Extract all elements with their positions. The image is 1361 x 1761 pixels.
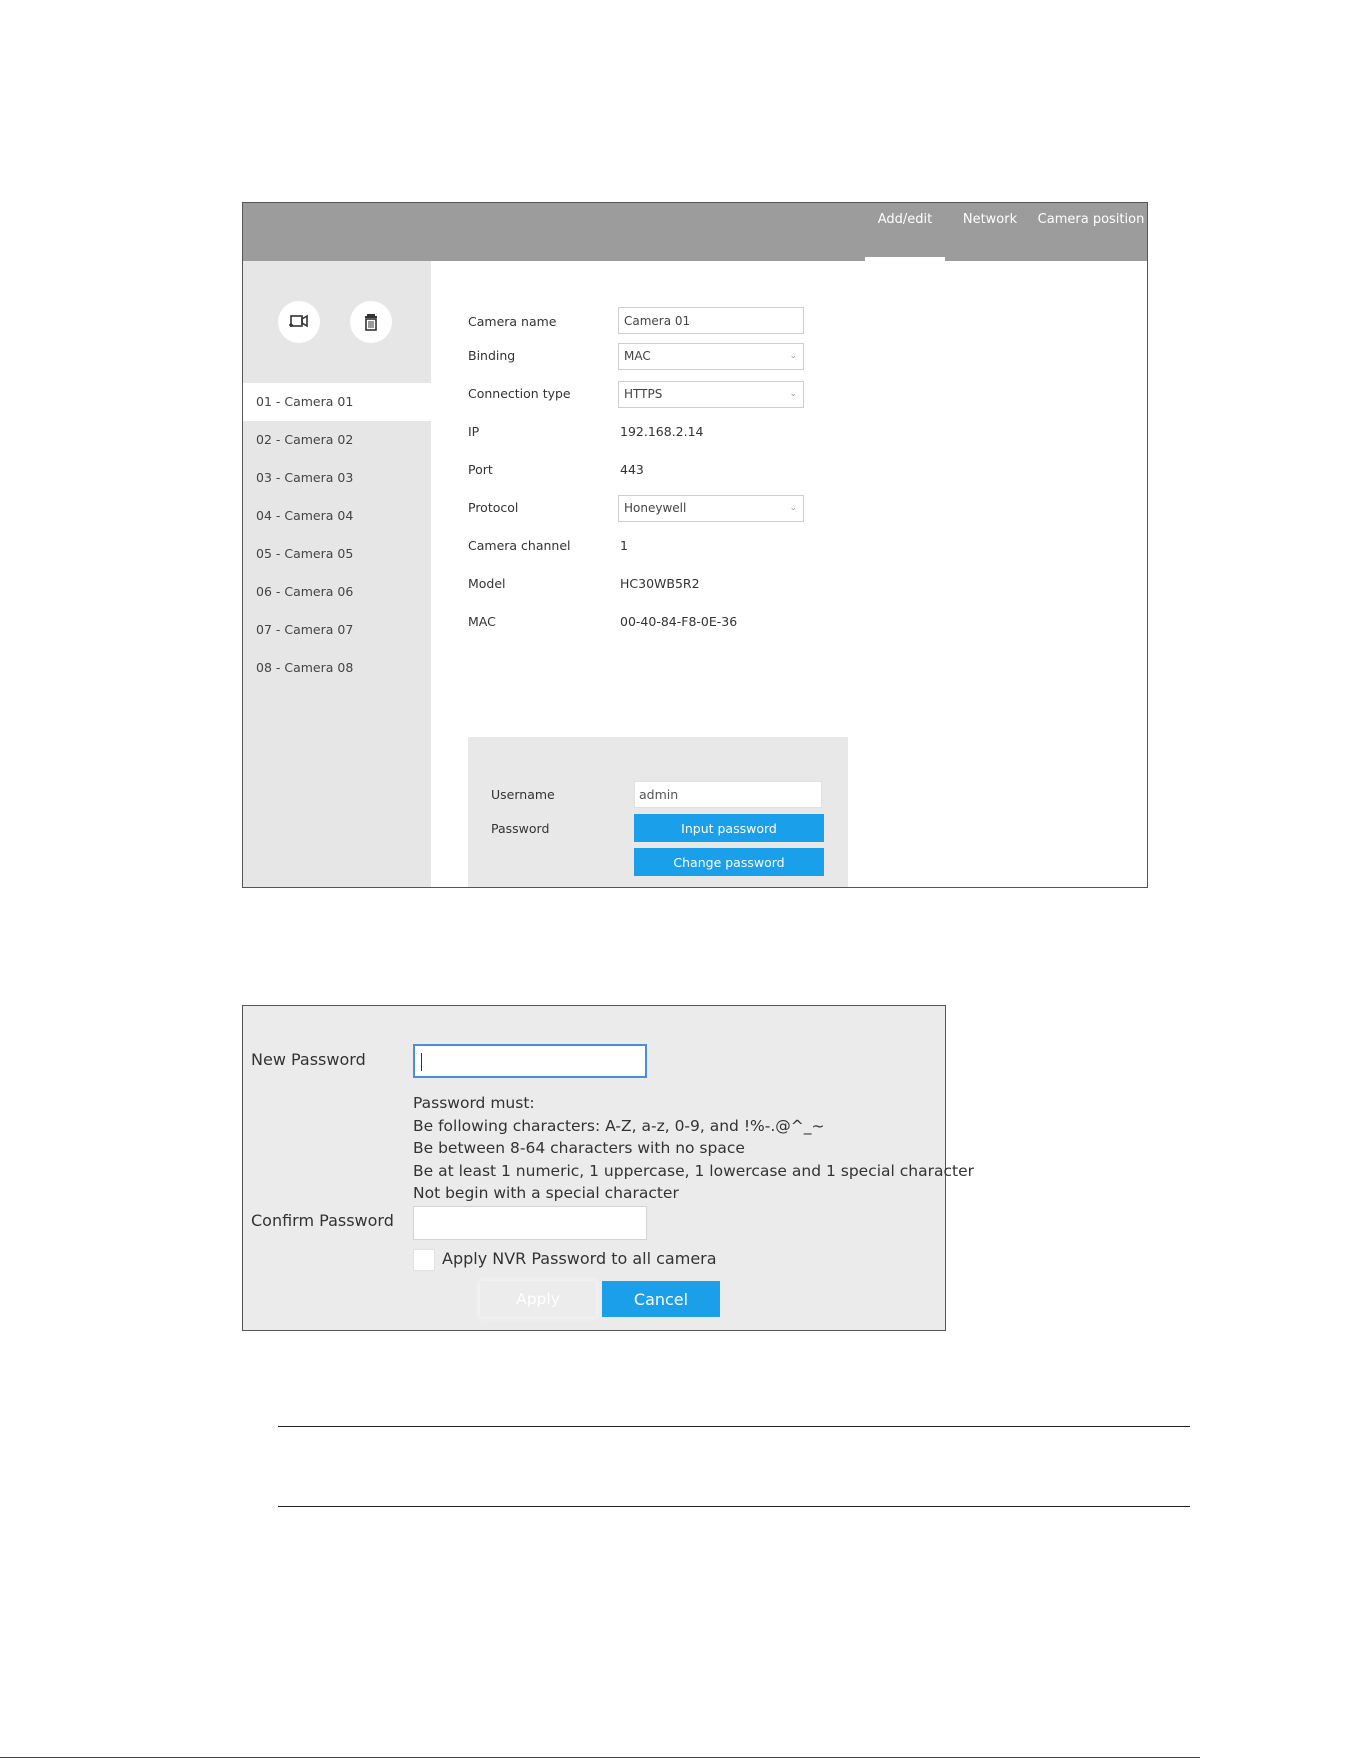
add-camera-icon [288, 313, 310, 331]
page-footer-rule [0, 1757, 1200, 1758]
connection-type-value: HTTPS [624, 387, 663, 401]
sidebar-toolbar [243, 261, 431, 383]
protocol-label: Protocol [468, 500, 519, 515]
apply-button[interactable]: Apply [480, 1281, 596, 1317]
model-value: HC30WB5R2 [620, 576, 700, 591]
change-password-button[interactable]: Change password [634, 848, 824, 876]
note-divider-bottom [278, 1506, 1190, 1507]
camera-list-item[interactable]: 03 - Camera 03 [256, 470, 354, 485]
username-label: Username [491, 787, 555, 802]
new-password-input[interactable] [413, 1044, 647, 1078]
connection-type-select[interactable] [618, 381, 804, 408]
camera-add-edit-screen [242, 202, 1148, 888]
trash-icon [363, 313, 379, 331]
model-label: Model [468, 576, 506, 591]
password-rule: Be at least 1 numeric, 1 uppercase, 1 lowercase and 1 special character [413, 1161, 974, 1180]
camera-channel-value: 1 [620, 538, 628, 553]
input-password-button[interactable]: Input password [634, 814, 824, 842]
apply-all-label: Apply NVR Password to all camera [442, 1249, 717, 1268]
binding-select[interactable] [618, 343, 804, 370]
top-tab-bar [243, 203, 1147, 261]
password-label: Password [491, 821, 550, 836]
mac-value: 00-40-84-F8-0E-36 [620, 614, 738, 629]
chevron-down-icon: ⌄ [789, 389, 797, 399]
note-divider-top [278, 1426, 1190, 1427]
connection-type-label: Connection type [468, 386, 571, 401]
tab-camera-position[interactable]: Camera position [1037, 212, 1145, 227]
protocol-select[interactable] [618, 495, 804, 522]
password-rule: Not begin with a special character [413, 1184, 679, 1202]
camera-list-item[interactable]: 04 - Camera 04 [256, 508, 354, 523]
camera-list-item[interactable]: 02 - Camera 02 [256, 432, 354, 447]
camera-name-input[interactable] [618, 307, 804, 334]
change-password-dialog [242, 1005, 974, 1331]
port-value: 443 [620, 462, 644, 477]
camera-list-item[interactable]: 07 - Camera 07 [256, 622, 354, 637]
password-rule: Password must: [413, 1094, 535, 1112]
confirm-password-label: Confirm Password [251, 1211, 394, 1230]
ip-value: 192.168.2.14 [620, 424, 704, 439]
binding-label: Binding [468, 348, 516, 363]
confirm-password-input[interactable] [413, 1206, 647, 1240]
camera-list-item[interactable]: 08 - Camera 08 [256, 660, 354, 675]
password-rule: Be following characters: A-Z, a-z, 0-9, and !%-.@^_~ [413, 1116, 825, 1135]
camera-sidebar [243, 261, 431, 887]
chevron-down-icon: ⌄ [789, 351, 797, 361]
tab-add-edit[interactable]: Add/edit [865, 203, 945, 261]
camera-settings-panel [431, 261, 1147, 887]
password-rules [413, 1092, 974, 1205]
username-input[interactable] [634, 781, 822, 808]
chevron-down-icon: ⌄ [789, 503, 797, 513]
ip-label: IP [468, 424, 480, 439]
mac-label: MAC [468, 614, 496, 629]
credentials-panel [468, 737, 848, 888]
add-camera-button[interactable] [278, 301, 320, 343]
cancel-button[interactable]: Cancel [602, 1281, 720, 1317]
delete-camera-button[interactable] [350, 301, 392, 343]
tab-network[interactable]: Network [962, 212, 1018, 227]
camera-name-label: Camera name [468, 314, 557, 329]
apply-all-checkbox[interactable] [413, 1249, 435, 1271]
binding-value: MAC [624, 349, 651, 363]
camera-list-item[interactable]: 05 - Camera 05 [256, 546, 354, 561]
new-password-label: New Password [251, 1050, 366, 1069]
protocol-value: Honeywell [624, 501, 687, 515]
text-cursor [421, 1053, 422, 1071]
camera-channel-label: Camera channel [468, 538, 571, 553]
port-label: Port [468, 462, 493, 477]
camera-list [243, 383, 431, 687]
camera-list-item[interactable]: 06 - Camera 06 [256, 584, 354, 599]
password-rule: Be between 8-64 characters with no space [413, 1139, 745, 1157]
camera-list-item[interactable]: 01 - Camera 01 [243, 383, 431, 421]
